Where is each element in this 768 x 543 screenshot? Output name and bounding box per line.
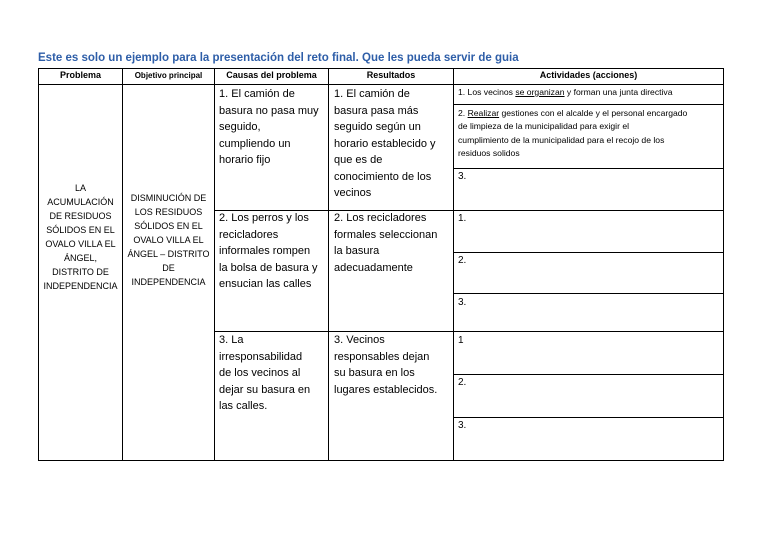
causa-1 — [219, 86, 319, 169]
resultado-line: vecinos — [334, 187, 372, 199]
causa-line: las calles. — [219, 400, 268, 412]
actividad-3a: 1 — [458, 335, 464, 346]
header-problema: Problema — [59, 70, 101, 80]
resultado-line: conocimiento de los — [334, 170, 432, 183]
causa-line: basura no pasa muy — [219, 104, 319, 117]
actividad-1c: 3. — [458, 171, 467, 182]
actividad-2c: 3. — [458, 297, 467, 308]
problema-line: INDEPENDENCIA — [43, 281, 118, 291]
problema-line: DE RESIDUOS — [49, 211, 112, 221]
resultado-line: adecuadamente — [334, 261, 413, 274]
causa-line: seguido, — [219, 121, 261, 133]
header-objetivo: Objetivo principal — [134, 71, 203, 80]
resultado-line: 3. Vecinos — [334, 334, 385, 346]
actividad-3b: 2. — [458, 377, 467, 388]
header-resultados: Resultados — [366, 70, 416, 80]
resultado-3 — [334, 332, 437, 398]
problema-line: SÓLIDOS EN EL — [46, 225, 115, 235]
causa-line: horario fijo — [219, 154, 271, 166]
problema-line: LA — [74, 183, 86, 193]
resultado-line: su basura en los — [334, 367, 415, 379]
objetivo-line: DISMINUCIÓN DE — [130, 193, 207, 203]
objetivo-line: INDEPENDENCIA — [131, 277, 206, 287]
objetivo-line: OVALO VILLA EL — [133, 235, 204, 245]
actividad-1b: 2. Realizar gestiones con el alcalde y el personal encargado de limpieza de la municipalidad para exigir el cumplimiento de la municipalidad para el recojo de los residuos solidos — [458, 108, 688, 159]
causa-line: informales rompen — [219, 245, 311, 257]
actividad-1a: 1. Los vecinos se organizan y forman una junta directiva — [458, 87, 673, 97]
page-title: Este es solo un ejemplo para la presentación del reto final. Que les pueda servir de guia — [38, 52, 519, 64]
causa-line: 2. Los perros y los — [219, 212, 309, 224]
actividad-2a: 1. — [458, 213, 467, 224]
problema-line: DISTRITO DE — [52, 267, 109, 277]
objetivo-line: SÓLIDOS EN EL — [134, 221, 203, 231]
problema-cell — [39, 181, 122, 293]
objetivo-cell — [123, 191, 214, 289]
resultado-line: la basura — [334, 245, 380, 257]
objetivo-line: LOS RESIDUOS — [134, 207, 203, 217]
actividad-2b: 2. — [458, 255, 467, 266]
causa-line: 3. La — [219, 334, 244, 346]
objetivo-line: DE — [162, 263, 175, 273]
resultado-line: seguido según un — [334, 121, 421, 133]
resultado-line: 2. Los recicladores — [334, 212, 427, 224]
causa-line: ensucian las calles — [219, 278, 312, 290]
resultado-2 — [334, 210, 437, 276]
resultado-line: responsables dejan — [334, 350, 430, 363]
header-actividades: Actividades (acciones) — [539, 70, 638, 80]
resultado-1 — [334, 86, 436, 202]
resultado-line: lugares establecidos. — [334, 383, 438, 396]
causa-2 — [219, 210, 317, 293]
resultado-line: que es de — [334, 154, 383, 166]
resultado-line: formales seleccionan — [334, 228, 438, 241]
resultado-line: basura pasa más — [334, 104, 419, 117]
causa-line: cumpliendo un — [219, 137, 291, 150]
causa-3 — [219, 332, 310, 415]
header-causas: Causas del problema — [226, 70, 317, 80]
resultado-line: 1. El camión de — [334, 88, 410, 100]
causa-line: irresponsabilidad — [219, 350, 303, 363]
resultado-line: horario establecido y — [334, 137, 436, 150]
causa-line: de los vecinos al — [219, 367, 301, 379]
causa-line: dejar su basura en — [219, 383, 311, 396]
causa-line: 1. El camión de — [219, 88, 295, 100]
problema-line: ACUMULACIÓN — [47, 197, 114, 207]
problema-line: ÁNGEL, — [63, 253, 97, 263]
causa-line: recicladores — [219, 228, 279, 241]
causa-line: la bolsa de basura y — [219, 261, 318, 274]
problema-line: OVALO VILLA EL — [45, 239, 116, 249]
actividad-3c: 3. — [458, 420, 467, 431]
objetivo-line: ÁNGEL – DISTRITO — [127, 249, 210, 259]
